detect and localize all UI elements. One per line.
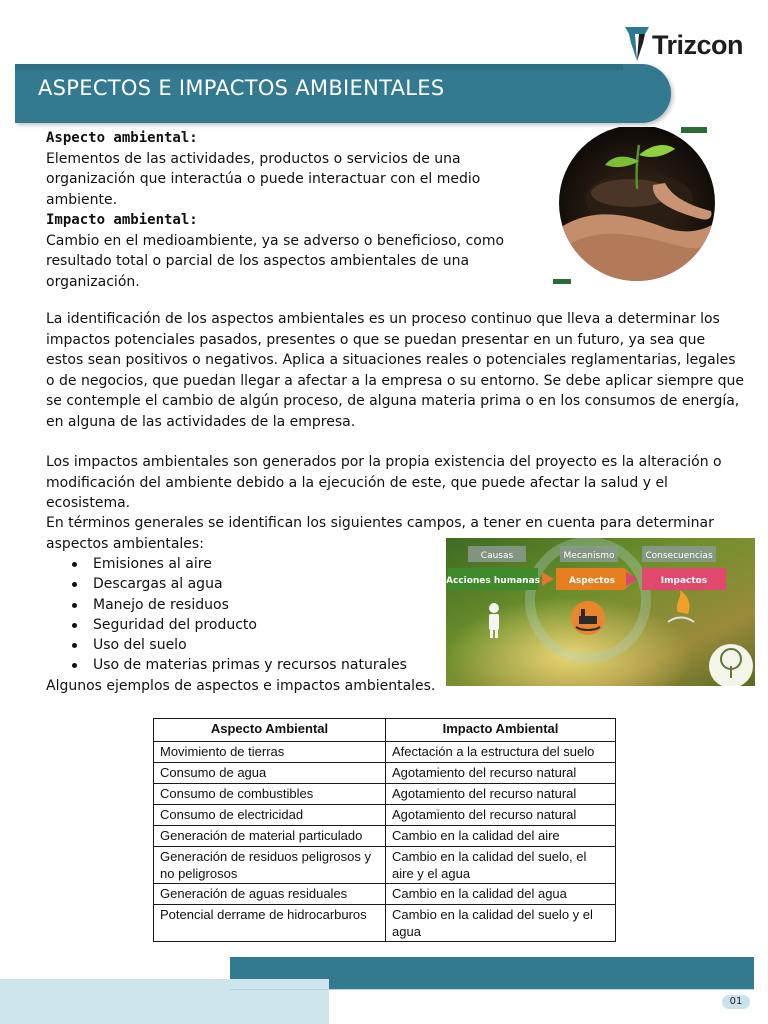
- list-item: Uso del suelo: [46, 635, 446, 655]
- table-row: [154, 742, 616, 763]
- trizcon-logo-icon: [624, 25, 650, 65]
- identification-paragraph: La identificación de los aspectos ambientales es un proceso continuo que lleva a determinar los impactos potenciales pasados, presentes o que se puedan presentar en un futuro, ya sea que estos sean positivos o negativos. Aplica a situaciones reales o potenciales reglamentarias, legales o de negocios, que puedan llegar a afectar a la empresa o su entorno. Se debe aplicar siempre que se contemple el cambio de algún proceso, de alguna materia prima o en los consumos de energía, en alguna de las actividades de la empresa.: [46, 311, 745, 430]
- title-banner-edge: [15, 64, 623, 70]
- impact-cell: Afectación a la estructura del suelo: [386, 742, 616, 763]
- aspect-cell: Generación de aguas residuales: [154, 884, 386, 905]
- aspect-definition-title: Aspecto ambiental:: [46, 130, 198, 146]
- aspect-definition-text: Elementos de las actividades, productos o servicios de una organización que interactúa o puede interactuar con el medio ambiente.: [46, 150, 481, 208]
- table-header-row: [154, 719, 616, 742]
- definitions-block: [46, 128, 516, 292]
- diagram-step-impacts: Impactos: [660, 576, 708, 586]
- hands-seedling-image: [553, 127, 718, 284]
- impact-cell: Cambio en la calidad del suelo, el aire y el agua: [386, 847, 616, 884]
- aspects-impacts-table: [153, 718, 616, 942]
- table-row: [154, 805, 616, 826]
- cause-effect-diagram: [446, 538, 755, 686]
- impact-cell: Agotamiento del recurso natural: [386, 784, 616, 805]
- diagram-header-mechanism: Mecanismo: [563, 551, 615, 561]
- fields-intro-paragraph: En términos generales se identifican los siguientes campos, a tener en cuenta para determinar aspectos ambientales:: [46, 515, 714, 552]
- impact-definition-text: Cambio en el medioambiente, ya se adverso o beneficioso, como resultado total o parcial de los aspectos ambientales de una organización.: [46, 232, 505, 290]
- table-row: [154, 905, 616, 942]
- column-header-aspect: Aspecto Ambiental: [154, 719, 386, 742]
- aspect-cell: Generación de material particulado: [154, 826, 386, 847]
- aspect-cell: Generación de residuos peligrosos y no peligrosos: [154, 847, 386, 884]
- table-row: [154, 847, 616, 884]
- diagram-header-causes: Causas: [480, 551, 514, 561]
- table-row: [154, 763, 616, 784]
- list-item: Uso de materias primas y recursos naturales: [46, 655, 446, 675]
- list-item: Emisiones al aire: [46, 554, 446, 574]
- table-row: [154, 826, 616, 847]
- tree-icon: [709, 644, 753, 686]
- impact-definition-title: Impacto ambiental:: [46, 212, 198, 228]
- list-item: Manejo de residuos: [46, 595, 446, 615]
- aspect-cell: Potencial derrame de hidrocarburos: [154, 905, 386, 942]
- diagram-step-aspects: Aspectos: [568, 576, 616, 586]
- aspect-cell: Consumo de combustibles: [154, 784, 386, 805]
- impact-cell: Agotamiento del recurso natural: [386, 763, 616, 784]
- factory-icon: [571, 601, 605, 635]
- page-title: ASPECTOS E IMPACTOS AMBIENTALES: [38, 76, 445, 100]
- logo-text: Trizcon: [652, 29, 744, 60]
- examples-intro: Algunos ejemplos de aspectos e impactos ambientales.: [46, 678, 436, 694]
- footer-light-band: [0, 979, 329, 1024]
- page-number: 01: [722, 995, 750, 1009]
- diagram-step-human-actions: Acciones humanas: [446, 576, 541, 586]
- aspect-cell: Movimiento de tierras: [154, 742, 386, 763]
- table-row: [154, 784, 616, 805]
- aspect-cell: Consumo de electricidad: [154, 805, 386, 826]
- table-row: [154, 884, 616, 905]
- impacts-paragraph: Los impactos ambientales son generados por la propia existencia del proyecto es la alteración o modificación del ambiente debido a la ejecución de este, que puede afectar la salud y el ecosistema.: [46, 454, 722, 511]
- list-item: Descargas al agua: [46, 574, 446, 594]
- diagram-header-consequences: Consecuencias: [645, 551, 713, 561]
- aspect-fields-list: [46, 554, 446, 676]
- trizcon-logo: [624, 24, 743, 66]
- aspect-cell: Consumo de agua: [154, 763, 386, 784]
- impact-cell: Agotamiento del recurso natural: [386, 805, 616, 826]
- impact-cell: Cambio en la calidad del agua: [386, 884, 616, 905]
- column-header-impact: Impacto Ambiental: [386, 719, 616, 742]
- list-item: Seguridad del producto: [46, 615, 446, 635]
- footer-divider: [230, 989, 754, 990]
- impact-cell: Cambio en la calidad del aire: [386, 826, 616, 847]
- impact-cell: Cambio en la calidad del suelo y el agua: [386, 905, 616, 942]
